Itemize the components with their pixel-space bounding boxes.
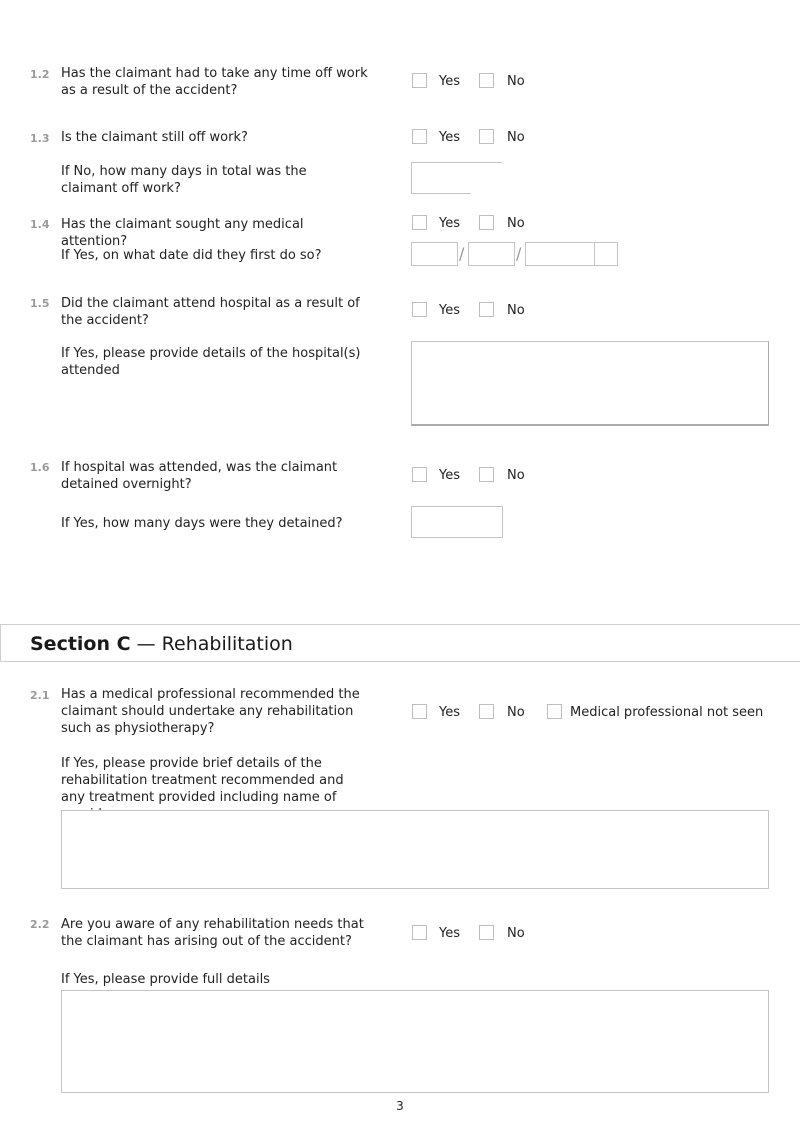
date-separator: / <box>516 244 522 263</box>
section-name: Rehabilitation <box>161 633 293 655</box>
rehabilitation-needs-textarea[interactable] <box>61 990 769 1093</box>
days-detained-input[interactable] <box>411 506 503 538</box>
question-number: 2.1 <box>30 689 50 702</box>
yes-label: Yes <box>439 303 460 318</box>
yes-checkbox[interactable] <box>412 467 427 482</box>
yes-checkbox[interactable] <box>412 215 427 230</box>
section-dash: — <box>130 633 162 655</box>
sub-question-text: If Yes, please provide full details <box>61 972 270 987</box>
page-number: 3 <box>396 1099 404 1113</box>
sub-question-text: If Yes, on what date did they first do so? <box>61 248 322 263</box>
date-year-divider <box>594 242 595 266</box>
no-checkbox[interactable] <box>479 467 494 482</box>
yes-label: Yes <box>439 468 460 483</box>
days-off-input-1[interactable] <box>411 162 472 194</box>
question-number: 2.2 <box>30 918 50 931</box>
no-label: No <box>507 74 525 89</box>
yes-label: Yes <box>439 705 460 720</box>
question-number: 1.6 <box>30 461 50 474</box>
sub-question-text: If Yes, please provide brief details of the rehabilitation treatment recommended and any treatment provided including name of <box>61 756 344 805</box>
no-checkbox[interactable] <box>479 215 494 230</box>
no-checkbox[interactable] <box>479 302 494 317</box>
question-text: Did the claimant attend hospital as a result of the accident? <box>61 296 360 328</box>
no-label: No <box>507 705 525 720</box>
question-text: Are you aware of any rehabilitation needs that the claimant has arising out of the accident? <box>61 917 364 949</box>
date-separator: / <box>459 244 465 263</box>
yes-checkbox[interactable] <box>412 129 427 144</box>
sub-question-text: If Yes, please provide details of the hospital(s) attended <box>61 346 361 378</box>
question-text: If hospital was attended, was the claimant detained overnight? <box>61 460 338 492</box>
question-text: Has the claimant sought any medical attention? <box>61 217 304 249</box>
no-label: No <box>507 303 525 318</box>
hospital-details-textarea[interactable] <box>411 341 769 426</box>
yes-label: Yes <box>439 216 460 231</box>
question-number: 1.4 <box>30 218 50 231</box>
yes-checkbox[interactable] <box>412 302 427 317</box>
question-text: Has the claimant had to take any time off work as a result of the accident? <box>61 66 368 98</box>
yes-label: Yes <box>439 74 460 89</box>
section-label: Section C <box>30 633 131 655</box>
section-title <box>30 633 293 655</box>
yes-checkbox[interactable] <box>412 73 427 88</box>
question-text: Is the claimant still off work? <box>61 130 248 145</box>
question-number: 1.2 <box>30 68 50 81</box>
no-label: No <box>507 130 525 145</box>
sub-question-text: If No, how many days in total was the claimant off work? <box>61 164 307 196</box>
yes-checkbox[interactable] <box>412 925 427 940</box>
sub-question-text: If Yes, how many days were they detained? <box>61 516 343 531</box>
question-text: Has a medical professional recommended the claimant should undertake any rehabilitation such as physiotherapy? <box>61 687 360 736</box>
yes-label: Yes <box>439 926 460 941</box>
rehabilitation-details-textarea[interactable] <box>61 810 769 889</box>
not-seen-label: Medical professional not seen <box>570 705 764 720</box>
yes-label: Yes <box>439 130 460 145</box>
question-number: 1.3 <box>30 132 50 145</box>
no-label: No <box>507 468 525 483</box>
days-off-input-2[interactable] <box>471 162 502 194</box>
no-checkbox[interactable] <box>479 73 494 88</box>
date-month-input[interactable] <box>468 242 515 266</box>
no-checkbox[interactable] <box>479 129 494 144</box>
date-day-input[interactable] <box>411 242 458 266</box>
no-checkbox[interactable] <box>479 925 494 940</box>
no-checkbox[interactable] <box>479 704 494 719</box>
question-number: 1.5 <box>30 297 50 310</box>
date-year-input[interactable] <box>525 242 618 266</box>
not-seen-checkbox[interactable] <box>547 704 562 719</box>
no-label: No <box>507 926 525 941</box>
no-label: No <box>507 216 525 231</box>
yes-checkbox[interactable] <box>412 704 427 719</box>
